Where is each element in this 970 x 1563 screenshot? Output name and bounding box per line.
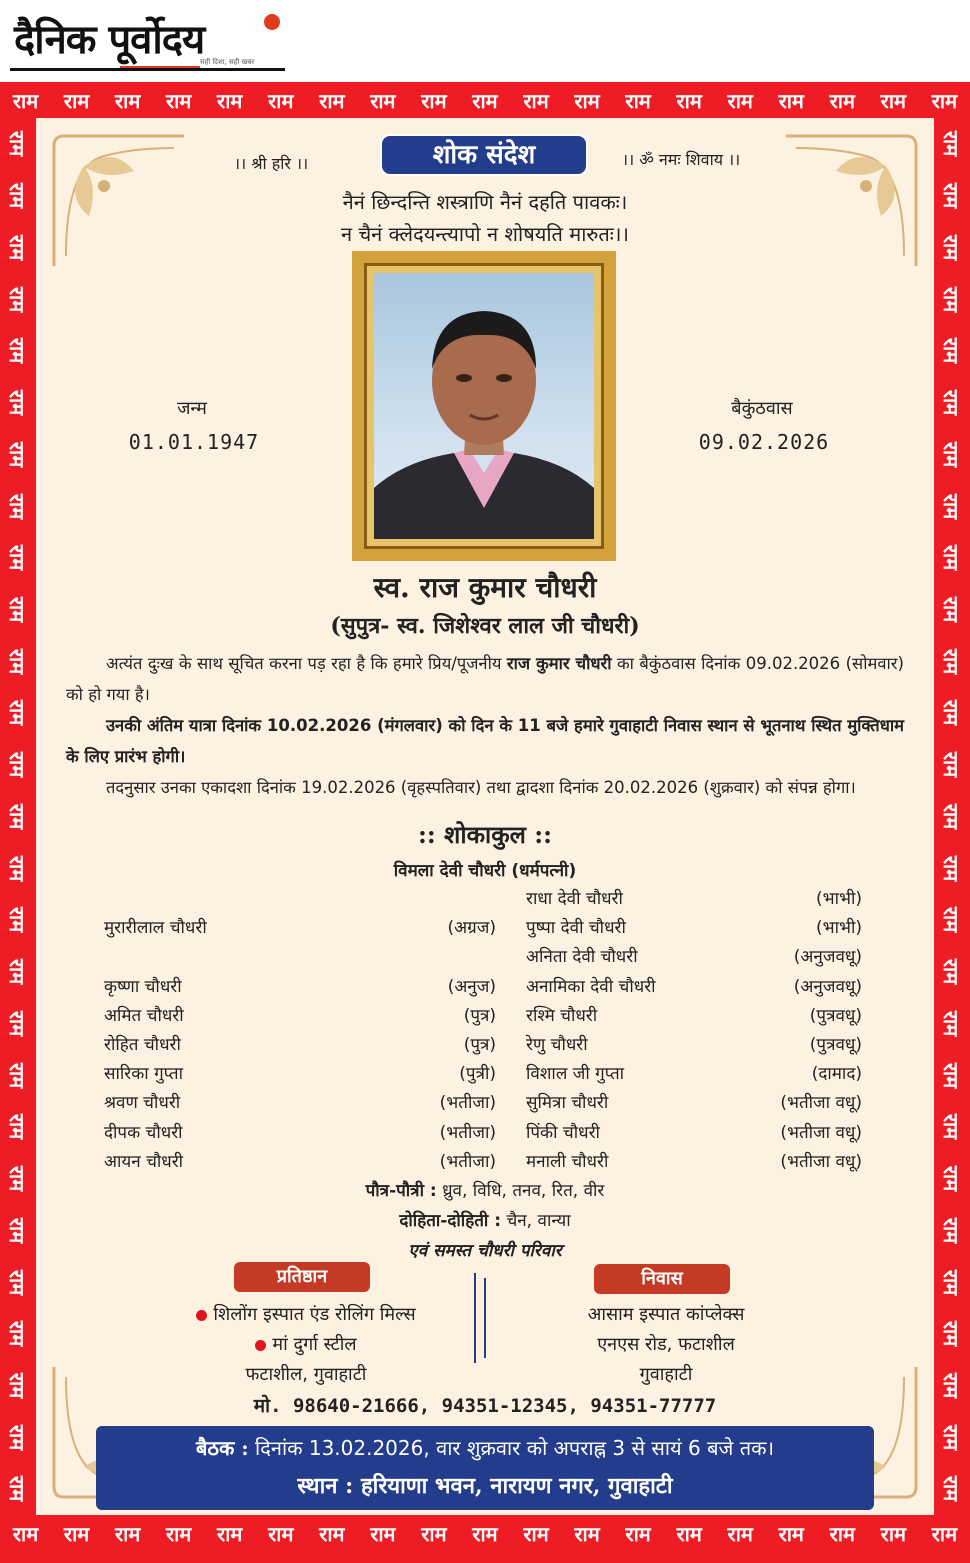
border-word: राम (939, 1424, 964, 1450)
border-word: राम (217, 88, 243, 113)
family-member-relation: (पुत्र) (463, 1005, 496, 1026)
family-member-name: अमित चौधरी (104, 1005, 184, 1026)
border-word: राम (939, 1372, 964, 1399)
family-member-relation: (भाभी) (816, 918, 862, 939)
residence-line-1: आसाम इस्पात कांप्लेक्स (587, 1304, 745, 1325)
border-bottom-row (0, 1515, 970, 1551)
family-member-name: मनाली चौधरी (526, 1151, 609, 1172)
family-member-relation: (भतीजा) (439, 1093, 496, 1114)
border-word: राम (5, 907, 30, 933)
border-word: राम (939, 234, 964, 260)
border-word: राम (574, 88, 600, 113)
family-member-name: सारिका गुप्ता (104, 1064, 184, 1085)
border-word: राम (939, 855, 964, 881)
family-member-relation: (भाभी) (816, 889, 862, 909)
border-word: राम (625, 1521, 651, 1546)
bullet-icon (196, 1310, 207, 1321)
border-word: राम (931, 1521, 958, 1546)
border-word: राम (114, 1521, 141, 1546)
border-word: राम (5, 752, 30, 778)
border-word: राम (939, 389, 964, 416)
border-word: राम (5, 1114, 30, 1140)
rituals-paragraph: तदनुसार उनका एकादशा दिनांक 19.02.2026 (वृहस्पतिवार) तथा द्वादशा दिनांक 20.02.2026 (शुक्रवार) को संपन्न होगा। (106, 778, 856, 797)
border-word: राम (5, 1269, 30, 1295)
border-word: राम (939, 1217, 964, 1243)
border-word: राम (217, 1521, 243, 1546)
border-word: राम (939, 338, 964, 364)
logo-tagline: सही दिशा, सही खबर (200, 58, 255, 66)
family-member-name: विशाल जी गुप्ता (526, 1064, 625, 1085)
family-row (36, 1061, 934, 1090)
business-address: फटाशील, गुवाहाटी (245, 1364, 367, 1385)
family-member-relation: (अग्रज) (447, 918, 496, 939)
border-word: राम (939, 958, 964, 985)
deceased-name: स्व. राज कुमार चौधरी (373, 571, 597, 604)
death-date: 09.02.2026 (698, 430, 830, 454)
residence-line-3: गुवाहाटी (639, 1364, 693, 1385)
border-word: राम (939, 1321, 964, 1347)
border-word: राम (939, 1062, 964, 1088)
border-word: राम (574, 1521, 600, 1546)
border-word: राम (421, 1521, 447, 1546)
family-member-name: रश्मि चौधरी (526, 1005, 598, 1026)
border-word: राम (5, 545, 30, 571)
family-member-name: रेणु चौधरी (526, 1035, 588, 1055)
family-row (36, 886, 934, 915)
border-word: राम (5, 1010, 30, 1037)
border-word: राम (676, 1521, 702, 1546)
family-row (36, 1003, 934, 1032)
shloka-line-2: न चैनं क्लेदयन्त्यापो न शोषयति मारुतः।। (341, 222, 629, 246)
business-name-2: मां दुर्गा स्टील (136, 1332, 476, 1356)
family-member-relation: (पुत्रवधू) (809, 1035, 862, 1055)
border-word: राम (5, 338, 30, 364)
family-member-name: राधा देवी चौधरी (526, 889, 623, 909)
border-word: राम (5, 700, 30, 726)
border-word: राम (939, 803, 964, 830)
family-member-relation: (दामाद) (811, 1064, 862, 1085)
death-label: बैकुंठवास (731, 398, 793, 419)
invocation-right: ।। ॐ नमः शिवाय ।। (622, 150, 741, 169)
border-word: राम (727, 88, 753, 113)
shloka-line-1: नैनं छिन्दन्ति शस्त्राणि नैनं दहति पावकः। (342, 190, 628, 214)
border-word: राम (5, 441, 30, 467)
border-word: राम (523, 88, 549, 113)
family-member-name: अनामिका देवी चौधरी (526, 976, 656, 997)
border-word: राम (5, 855, 30, 881)
family-member-name: सुमित्रा चौधरी (526, 1093, 609, 1114)
border-word: राम (939, 648, 964, 674)
address-divider (484, 1278, 486, 1358)
border-word: राम (829, 88, 855, 113)
border-word: राम (12, 1521, 39, 1546)
border-word: राम (880, 88, 906, 113)
border-word: राम (939, 286, 964, 312)
border-word: राम (5, 596, 30, 623)
family-member-relation: (पुत्र) (463, 1035, 496, 1055)
border-word: राम (63, 88, 90, 113)
border-word: राम (5, 1321, 30, 1347)
family-row (36, 944, 934, 973)
border-word: राम (5, 286, 30, 312)
wife-name: विमला देवी चौधरी (धर्मपत्नी) (393, 861, 577, 881)
funeral-paragraph: उनकी अंतिम यात्रा दिनांक 10.02.2026 (मंगलवार) को दिन के 11 बजे हमारे गुवाहाटी निवास स्थान से भूतनाथ स्थित मुक्तिधाम के लिए प्रारंभ होगी। (66, 716, 904, 766)
birth-date: 01.01.1947 (128, 430, 260, 454)
border-word: राम (268, 1521, 294, 1546)
border-word: राम (931, 88, 958, 113)
border-word: राम (5, 1372, 30, 1399)
condolence-card (36, 118, 934, 1515)
border-word: राम (939, 596, 964, 623)
newspaper-logo: दैनिक पूर्वोदय (14, 16, 205, 63)
family-member-name: मुरारीलाल चौधरी (104, 918, 207, 939)
family-member-relation: (भतीजा वधू) (780, 1151, 862, 1172)
border-word: राम (939, 493, 964, 519)
border-word: राम (778, 1521, 804, 1546)
meeting-line: बैठक : दिनांक 13.02.2026, वार शुक्रवार को अपराह्न 3 से सायं 6 बजे तक। (195, 1436, 775, 1460)
border-word: राम (5, 1476, 30, 1502)
border-word: राम (472, 1521, 498, 1546)
family-row (36, 1149, 934, 1178)
venue-line: स्थान : हरियाणा भवन, नारायण नगर, गुवाहाटी (297, 1473, 673, 1499)
family-member-relation: (अनुजवधू) (793, 976, 862, 997)
family-member-name: दीपक चौधरी (104, 1122, 183, 1143)
border-word: राम (166, 1521, 192, 1546)
masthead-accent-line (120, 66, 200, 68)
birth-label: जन्म (177, 398, 207, 419)
family-member-name: रोहित चौधरी (104, 1035, 181, 1055)
family-member-name: आयन चौधरी (104, 1151, 184, 1172)
announcement-paragraph: अत्यंत दुःख के साथ सूचित करना पड़ रहा है कि हमारे प्रिय/पूजनीय राज कुमार चौधरी का बैकुंठवास दिनांक 09.02.2026 (सोमवार) को हो गया है। (66, 654, 904, 704)
family-member-name: अनिता देवी चौधरी (526, 947, 638, 968)
border-word: राम (939, 182, 964, 209)
family-member-name: श्रवण चौधरी (104, 1093, 181, 1114)
daughters-children-line: दोहिता-दोहिती : चैन, वान्या (399, 1211, 571, 1231)
border-word: राम (5, 1062, 30, 1088)
border-word: राम (5, 1217, 30, 1243)
border-word: राम (5, 958, 30, 985)
bullet-icon (255, 1340, 266, 1351)
mourners-title: :: शोकाकुल :: (417, 820, 553, 849)
border-word: राम (939, 1010, 964, 1037)
border-word: राम (829, 1521, 855, 1546)
family-row (36, 1032, 934, 1061)
border-word: राम (939, 907, 964, 933)
business-name-1: शिलोंग इस्पात एंड रोलिंग मिल्स (136, 1302, 476, 1326)
family-member-relation: (भतीजा) (439, 1122, 496, 1143)
border-word: राम (12, 88, 39, 113)
border-word: राम (5, 648, 30, 674)
border-top-row (0, 82, 970, 118)
border-word: राम (319, 88, 345, 113)
contact-phones: मो. 98640-21666, 94351-12345, 94351-77777 (253, 1395, 717, 1417)
border-word: राम (939, 1114, 964, 1140)
family-row (36, 915, 934, 944)
border-word: राम (939, 131, 964, 157)
border-word: राम (939, 1269, 964, 1295)
portrait-photo (374, 273, 594, 539)
newspaper-masthead (0, 0, 970, 80)
border-right-column (934, 118, 970, 1515)
address-divider (474, 1273, 476, 1363)
family-row (36, 974, 934, 1003)
logo-dot-icon (264, 14, 280, 30)
border-word: राम (5, 182, 30, 209)
border-word: राम (939, 752, 964, 778)
family-member-relation: (भतीजा वधू) (780, 1093, 862, 1114)
border-word: राम (114, 88, 141, 113)
border-word: राम (939, 1476, 964, 1502)
family-member-relation: (पुत्री) (459, 1064, 496, 1085)
family-row (36, 1120, 934, 1149)
family-member-relation: (भतीजा वधू) (780, 1122, 862, 1143)
border-word: राम (939, 545, 964, 571)
border-word: राम (625, 88, 651, 113)
family-member-name: पिंकी चौधरी (526, 1122, 600, 1143)
masthead-underline (10, 68, 285, 71)
residence-line-2: एनएस रोड, फटाशील (597, 1334, 735, 1355)
meeting-box (96, 1426, 874, 1510)
deceased-parentage: (सुपुत्र- स्व. जिशेश्वर लाल जी चौधरी) (330, 613, 640, 639)
family-member-relation: (पुत्रवधू) (809, 1005, 862, 1026)
portrait-person-icon (374, 273, 594, 539)
border-word: राम (319, 1521, 345, 1546)
border-word: राम (880, 1521, 906, 1546)
border-word: राम (370, 88, 396, 113)
border-word: राम (5, 1165, 30, 1192)
grandchildren-line: पौत्र-पौत्री : ध्रुव, विधि, तनव, रित, वीर (365, 1181, 605, 1201)
border-word: राम (523, 1521, 549, 1546)
border-word: राम (5, 803, 30, 830)
border-word: राम (268, 88, 294, 113)
family-member-relation: (भतीजा) (439, 1151, 496, 1172)
family-member-name: कृष्णा चौधरी (104, 976, 182, 997)
border-word: राम (5, 131, 30, 157)
border-word: राम (727, 1521, 753, 1546)
border-word: राम (939, 700, 964, 726)
portrait-frame (352, 251, 616, 561)
notice-title-badge: शोक संदेश (380, 134, 588, 176)
border-word: राम (5, 493, 30, 519)
border-word: राम (370, 1521, 396, 1546)
border-word: राम (939, 1165, 964, 1192)
border-word: राम (676, 88, 702, 113)
family-member-relation: (अनुज) (447, 976, 496, 997)
business-label: प्रतिष्ठान (234, 1262, 370, 1292)
border-word: राम (63, 1521, 90, 1546)
border-word: राम (5, 389, 30, 416)
border-word: राम (778, 88, 804, 113)
border-word: राम (472, 88, 498, 113)
family-row (36, 1090, 934, 1119)
invocation-left: ।। श्री हरि ।। (234, 154, 309, 173)
family-member-name: पुष्पा देवी चौधरी (526, 918, 626, 939)
border-word: राम (166, 88, 192, 113)
family-closing: एवं समस्त चौधरी परिवार (408, 1241, 562, 1261)
family-member-relation: (अनुजवधू) (793, 947, 862, 968)
border-word: राम (421, 88, 447, 113)
border-left-column (0, 118, 36, 1515)
residence-label: निवास (594, 1264, 730, 1294)
border-word: राम (5, 234, 30, 260)
border-word: राम (939, 441, 964, 467)
border-word: राम (5, 1424, 30, 1450)
